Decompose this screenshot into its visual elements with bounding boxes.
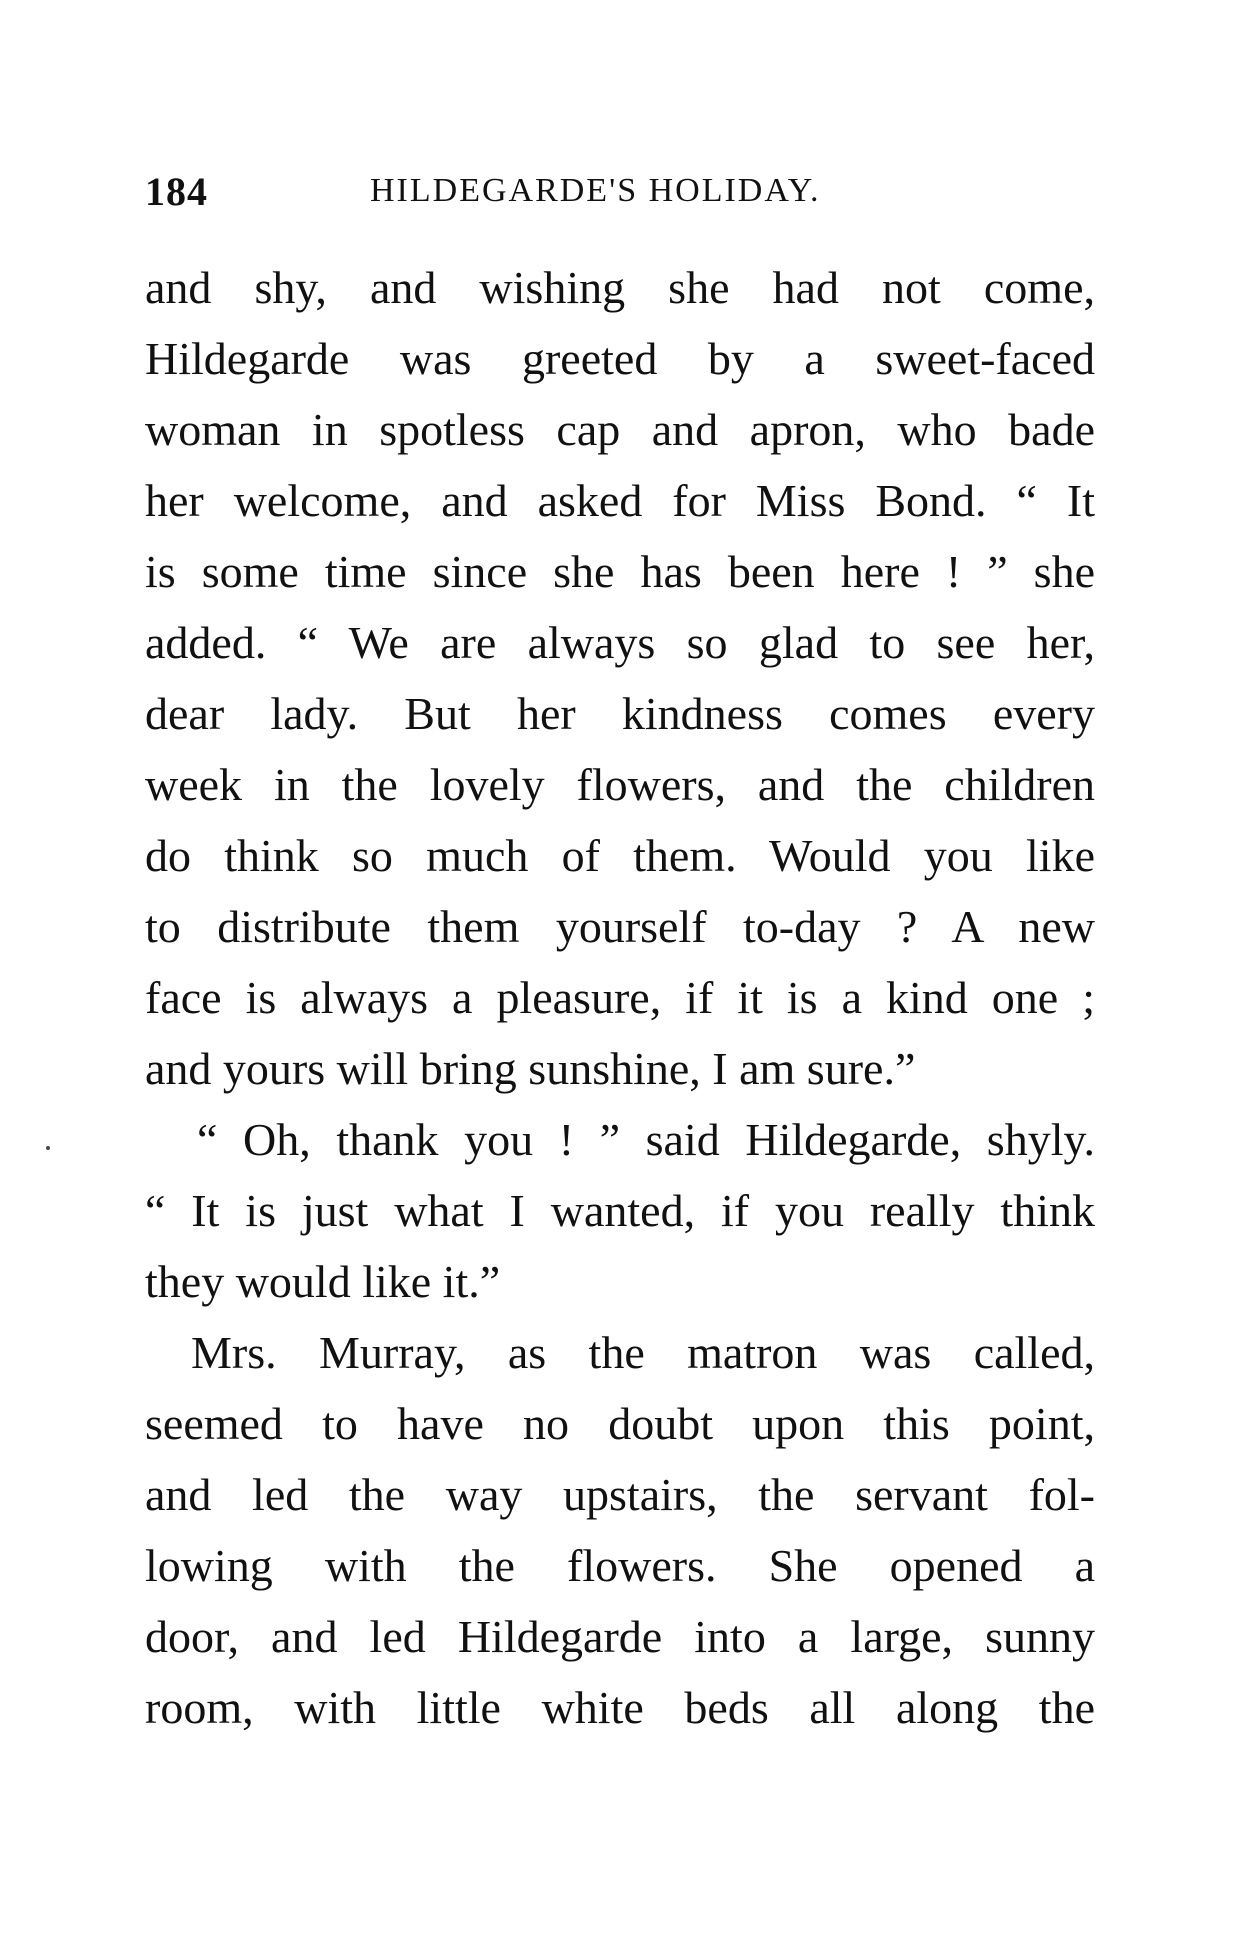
text-line: seemed to have no doubt upon this point, (145, 1398, 1095, 1449)
text-line: they would like it.” (145, 1256, 501, 1307)
text-line: room, with little white beds all along the (145, 1682, 1095, 1733)
text-line: her welcome, and asked for Miss Bond. “ It (145, 475, 1095, 526)
page-number: 184 (145, 169, 208, 214)
text-line: woman in spotless cap and apron, who bade (145, 404, 1095, 455)
text-line: do think so much of them. Would you like (145, 830, 1095, 881)
scan-speck (46, 1146, 50, 1150)
text-line: lowing with the flowers. She opened a (145, 1540, 1095, 1591)
text-line: is some time since she has been here ! ” she (145, 546, 1095, 597)
body-text (145, 252, 1095, 1743)
text-line: face is always a pleasure, if it is a kind one ; (145, 972, 1095, 1023)
text-line: door, and led Hildegarde into a large, sunny (145, 1611, 1095, 1662)
text-line: and yours will bring sunshine, I am sure.” (145, 1043, 916, 1094)
text-line: “ Oh, thank you ! ” said Hildegarde, shyly. (197, 1114, 1095, 1165)
text-line: week in the lovely flowers, and the children (145, 759, 1095, 810)
text-line: “ It is just what I wanted, if you really think (145, 1185, 1095, 1236)
text-line: and led the way upstairs, the servant fol- (145, 1469, 1095, 1520)
text-line: dear lady. But her kindness comes every (145, 688, 1095, 739)
running-header (145, 168, 1095, 218)
text-line: Mrs. Murray, as the matron was called, (191, 1327, 1095, 1378)
running-title: HILDEGARDE'S HOLIDAY. (370, 172, 821, 209)
text-line: to distribute them yourself to-day ? A new (145, 901, 1095, 952)
text-line: Hildegarde was greeted by a sweet-faced (145, 333, 1095, 384)
text-line: and shy, and wishing she had not come, (145, 262, 1095, 313)
text-line: added. “ We are always so glad to see her, (145, 617, 1095, 668)
